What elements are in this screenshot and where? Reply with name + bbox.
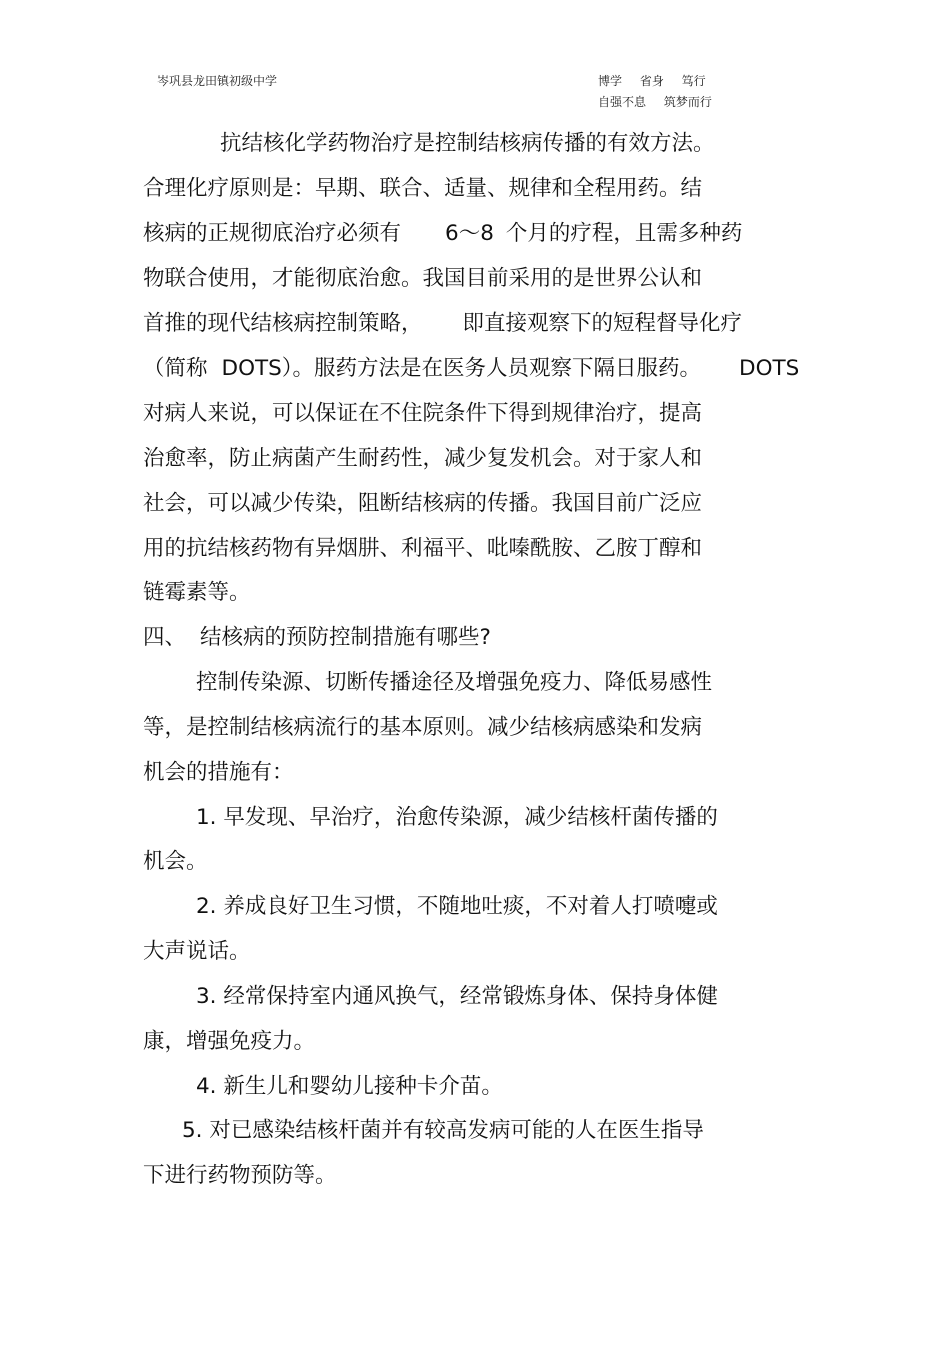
paragraph-line: 社会，可以减少传染，阻断结核病的传播。我国目前广泛应: [143, 491, 703, 516]
list-item: 5. 对已感染结核杆菌并有较高发病可能的人在医生指导: [182, 1118, 704, 1143]
text-segment: ）。服药方法是在医务人员观察下隔日服药。: [281, 356, 702, 381]
text-segment: DOTS: [221, 356, 282, 381]
text-segment: DOTS: [739, 356, 800, 381]
header-motto-line-2: 自强不息 筑梦而行: [598, 95, 712, 109]
list-item: 3. 经常保持室内通风换气，经常锻炼身体、保持身体健: [196, 984, 718, 1009]
paragraph-line: 机会的措施有：: [143, 760, 294, 785]
section-title: 结核病的预防控制措施有哪些?: [200, 625, 491, 650]
paragraph-line: 治愈率，防止病菌产生耐药性，减少复发机会。对于家人和: [143, 446, 703, 471]
text-segment: 6～8: [445, 221, 494, 246]
header-motto-line-1: 博学 省身 笃行: [598, 74, 706, 88]
paragraph-line: 等，是控制结核病流行的基本原则。减少结核病感染和发病: [143, 715, 703, 740]
section-number: 四、: [143, 625, 187, 650]
list-item: 4. 新生儿和婴幼儿接种卡介苗。: [196, 1074, 503, 1099]
text-segment: 即直接观察下的短程督导化疗: [462, 311, 743, 336]
paragraph-line: 控制传染源、切断传播途径及增强免疫力、降低易感性: [196, 670, 713, 695]
list-item: 1. 早发现、早治疗，治愈传染源，减少结核杆菌传播的: [196, 805, 718, 830]
list-item-continuation: 下进行药物预防等。: [143, 1163, 337, 1188]
section-heading: [143, 624, 491, 652]
list-item-continuation: 大声说话。: [143, 939, 251, 964]
list-item-continuation: 康，增强免疫力。: [143, 1029, 316, 1054]
paragraph-line: 链霉素等。: [143, 580, 251, 605]
text-segment: （简称: [143, 356, 208, 381]
header-school-name: 岑巩县龙田镇初级中学: [157, 74, 278, 88]
paragraph-line: [143, 220, 742, 248]
paragraph-line: 抗结核化学药物治疗是控制结核病传播的有效方法。: [220, 131, 715, 156]
paragraph-line: 用的抗结核药物有异烟肼、利福平、吡嗪酰胺、乙胺丁醇和: [143, 536, 703, 561]
list-item: 2. 养成良好卫生习惯，不随地吐痰，不对着人打喷嚏或: [196, 894, 718, 919]
text-segment: 个月的疗程，且需多种药: [505, 221, 743, 246]
text-segment: 核病的正规彻底治疗必须有: [143, 221, 402, 246]
paragraph-line: 对病人来说，可以保证在不住院条件下得到规律治疗，提高: [143, 401, 703, 426]
paragraph-line: 物联合使用，才能彻底治愈。我国目前采用的是世界公认和: [143, 266, 703, 291]
text-segment: 首推的现代结核病控制策略，: [143, 311, 423, 336]
paragraph-line: 合理化疗原则是：早期、联合、适量、规律和全程用药。结: [143, 176, 703, 201]
paragraph-line: [143, 355, 799, 383]
paragraph-line: [143, 310, 742, 338]
list-item-continuation: 机会。: [143, 849, 208, 874]
